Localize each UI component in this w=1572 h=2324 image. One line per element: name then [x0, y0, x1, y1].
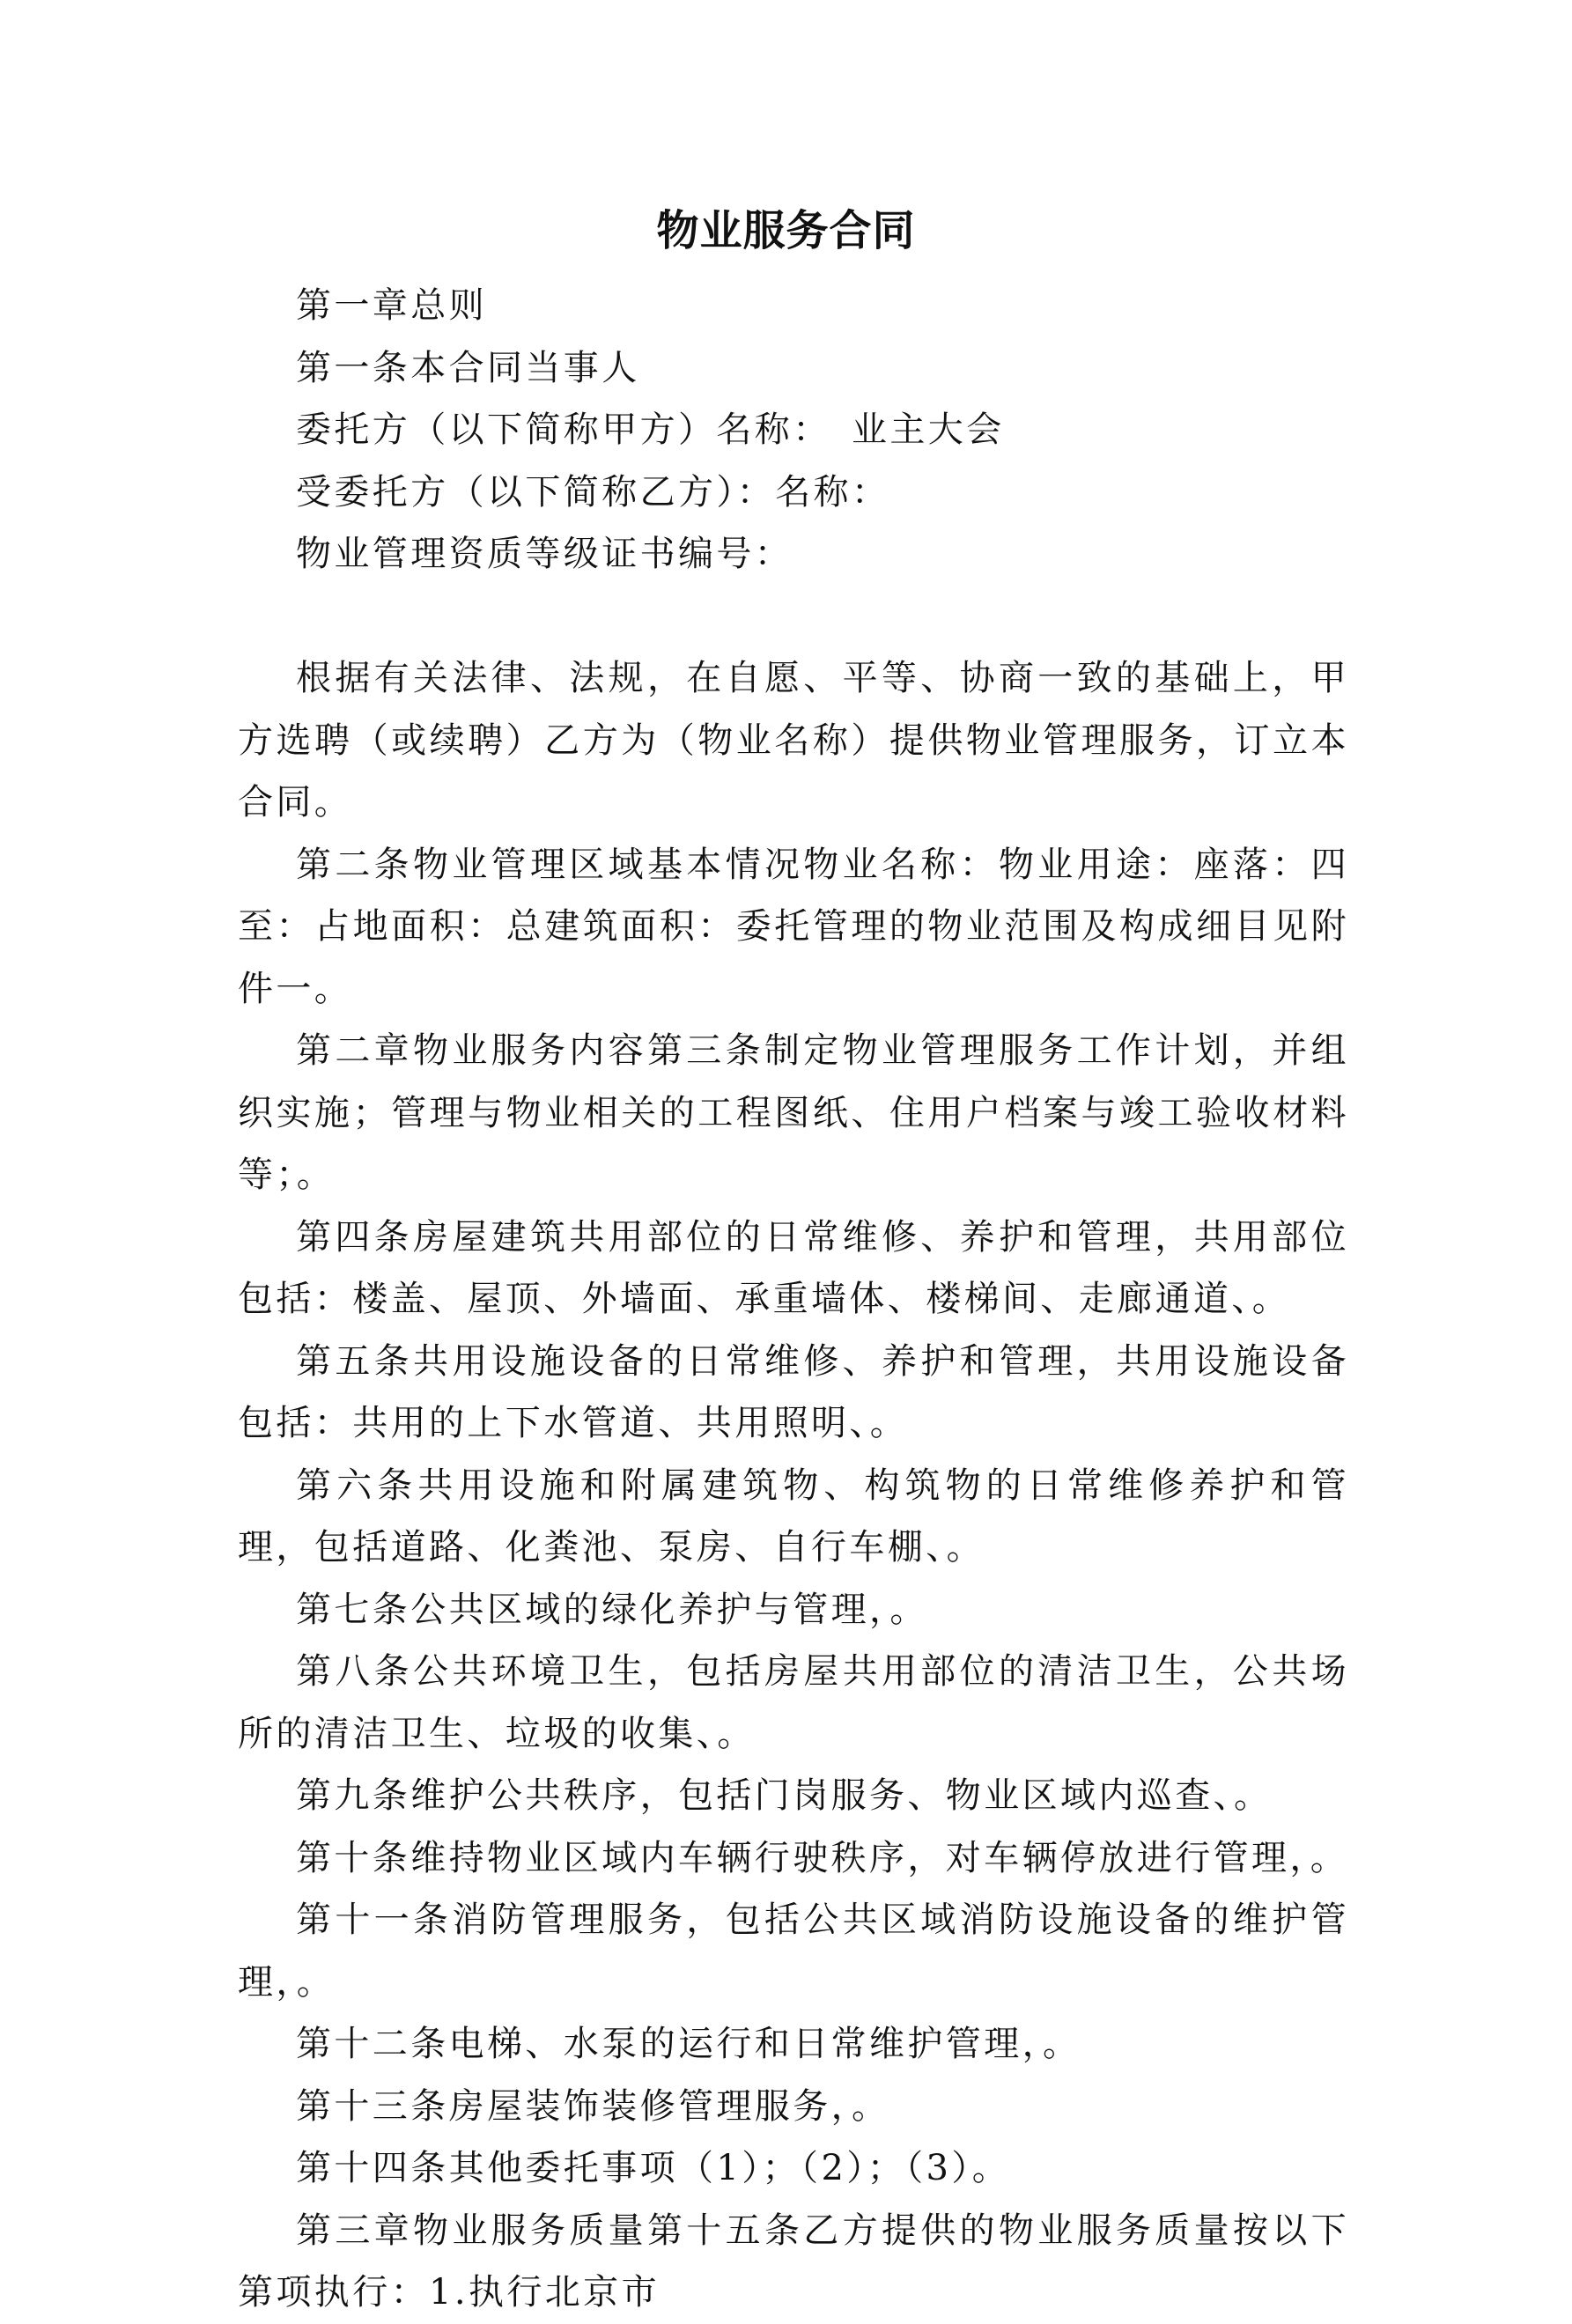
- paragraph: 第三章物业服务质量第十五条乙方提供的物业服务质量按以下第项执行：1.执行北京市: [238, 2210, 1349, 2313]
- paragraph: 第八条公共环境卫生，包括房屋共用部位的清洁卫生，公共场所的清洁卫生、垃圾的收集、。: [238, 1651, 1349, 1754]
- paragraph: 第九条维护公共秩序，包括门岗服务、物业区域内巡查、。: [296, 1775, 1273, 1816]
- paragraph: 第十二条电梯、水泵的运行和日常维护管理，。: [296, 2024, 1081, 2064]
- paragraph: 第六条共用设施和附属建筑物、构筑物的日常维修养护和管理，包括道路、化粪池、泵房、自行车棚、。: [238, 1464, 1349, 1568]
- paragraph: 根据有关法律、法规，在自愿、平等、协商一致的基础上，甲方选聘（或续聘）乙方为（物业名称）提供物业管理服务，订立本合同。: [238, 658, 1349, 823]
- paragraph: 第十四条其他委托事项（1）；（2）；（3）。: [296, 2148, 1011, 2188]
- blank-line: [238, 586, 1349, 648]
- party-a-line: 委托方（以下简称甲方）名称： 业主大会: [296, 409, 1005, 450]
- document-title: 物业服务合同: [656, 206, 916, 255]
- certificate-line: 物业管理资质等级证书编号：: [296, 534, 793, 574]
- party-b-line: 受委托方（以下简称乙方）：名称：: [296, 471, 890, 513]
- paragraph: 第七条公共区域的绿化养护与管理，。: [296, 1589, 928, 1630]
- paragraph: 第五条共用设施设备的日常维修、养护和管理，共用设施设备包括：共用的上下水管道、共用照明、。: [238, 1340, 1349, 1443]
- paragraph: 第十条维持物业区域内车辆行驶秩序，对车辆停放进行管理，。: [296, 1837, 1349, 1878]
- paragraph: 第十一条消防管理服务，包括公共区域消防设施设备的维护管理，。: [238, 1900, 1349, 2003]
- paragraph: 第四条房屋建筑共用部位的日常维修、养护和管理，共用部位包括：楼盖、屋顶、外墙面、承重墙体、楼梯间、走廊通道、。: [238, 1216, 1349, 1319]
- paragraph: 第十三条房屋装饰装修管理服务，。: [296, 2085, 890, 2127]
- paragraph: 第二条物业管理区域基本情况物业名称：物业用途：座落：四至：占地面积：总建筑面积：委托管理的物业范围及构成细目见附件一。: [238, 844, 1349, 1009]
- chapter-heading: 第一章总则: [296, 285, 487, 326]
- article-heading: 第一条本合同当事人: [296, 347, 640, 388]
- document-body: [238, 275, 1349, 2324]
- paragraph: 第二章物业服务内容第三条制定物业管理服务工作计划，并组织实施；管理与物业相关的工程图纸、住用户档案与竣工验收材料等；。: [238, 1030, 1349, 1195]
